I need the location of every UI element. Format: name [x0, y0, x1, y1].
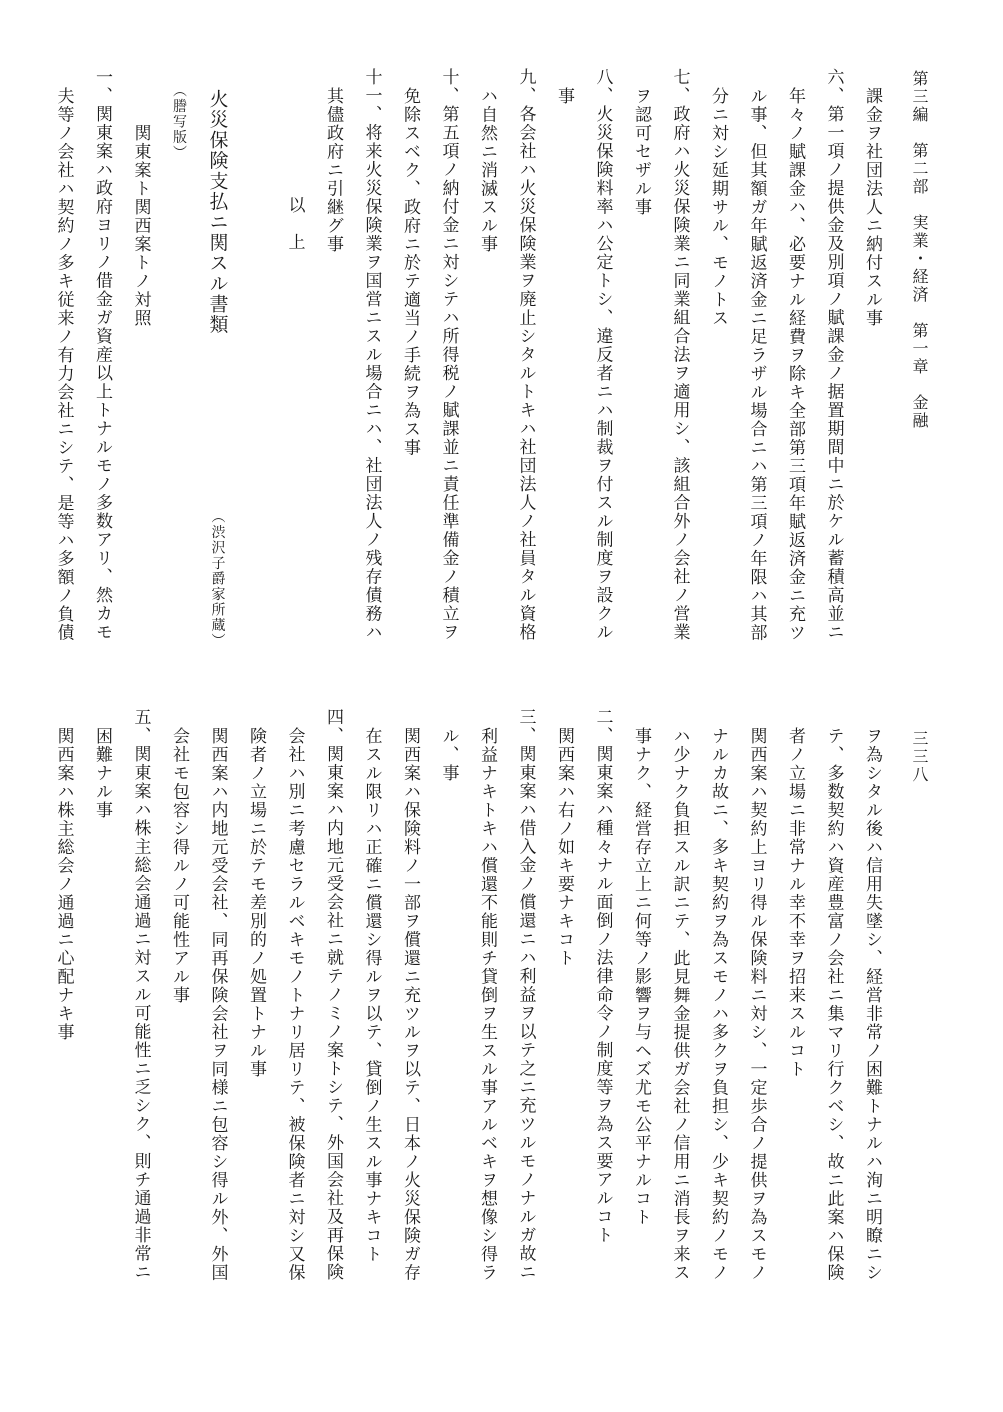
text-line: ル事、但其額ガ年賦返済金ニ足ラザル場合ニハ第三項ノ年限ハ其部 [746, 86, 767, 642]
text-line: 利益ナキトキハ償還不能則チ貸倒ヲ生スル事アルベキヲ想像シ得ラ [477, 726, 497, 1282]
section-heading: 火災保険支払ニ関スル書類 [206, 88, 229, 335]
bottom-text-block [44, 708, 891, 1358]
text-line: 会社モ包容シ得ルノ可能性アル事 [169, 726, 189, 1005]
text-line: 九、各会社ハ火災保険業ヲ廃止シタルトキハ社団法人ノ社員タル資格 [515, 68, 536, 642]
text-line: 一、関東案ハ政府ヨリノ借金ガ資産以上トナルモノ多数アリ、然カモ [92, 68, 112, 642]
text-line: 関西案ハ保険料ノ一部ヲ償還ニ充ツルヲ以テ、日本ノ火災保険ガ存 [400, 726, 420, 1282]
text-line: テ、多数契約ハ資産豊富ノ会社ニ集マリ行クベシ、故ニ此案ハ保険 [823, 726, 844, 1282]
text-line: 免除スベク、政府ニ於テ適当ノ手続ヲ為ス事 [400, 86, 420, 457]
text-line: 課金ヲ社団法人ニ納付スル事 [862, 86, 882, 328]
text-line: 八、火災保険料率ハ公定トシ、違反者ニハ制裁ヲ付スル制度ヲ設クル [592, 68, 613, 642]
text-line: 関西案ハ右ノ如キ要ナキコト [554, 726, 574, 968]
text-line: 六、第一項ノ提供金及別項ノ賦課金ノ据置期間中ニ於ケル蓄積高並ニ [823, 68, 844, 642]
text-line: 険者ノ立場ニ於テモ差別的ノ処置トナル事 [246, 726, 266, 1079]
page-header: 第三編 第二部 実業・経済 第一章 金融 [910, 70, 929, 430]
page-number: 三三八 [910, 730, 929, 784]
text-line: 関西案ハ株主総会ノ通過ニ心配ナキ事 [53, 726, 74, 1042]
text-line [198, 68, 237, 648]
top-text-block [44, 68, 891, 648]
text-line: ハ少ナク負担スル訳ニテ、此見舞金提供ガ会社ノ信用ニ消長ヲ来ス [669, 726, 690, 1282]
text-line: 困難ナル事 [92, 726, 112, 820]
text-line: 関西案ハ契約上ヨリ得ル保険料ニ対シ、一定歩合ノ提供ヲ為スモノ [746, 726, 767, 1282]
text-line: 事 [554, 86, 574, 106]
text-line: 十一、将来火災保険業ヲ国営ニスル場合ニハ、社団法人ノ残存債務ハ [361, 68, 382, 642]
text-line: 関西案ハ内地元受会社、同再保険会社ヲ同様ニ包容シ得ル外、外国 [207, 726, 228, 1282]
text-line: 五、関東案ハ株主総会通過ニ対スル可能性ニ乏シク、則チ通過非常ニ [130, 708, 151, 1282]
source-note: （渋沢子爵家所蔵） [209, 508, 226, 648]
text-line: 分ニ対シ延期サル、モノトス [708, 86, 728, 328]
text-line: ナルカ故ニ、多キ契約ヲ為スモノハ多クヲ負担シ、少キ契約ノモノ [708, 726, 728, 1282]
text-line: 会社ハ別ニ考慮セラルベキモノトナリ居リテ、被保険者ニ対シ又保 [284, 726, 305, 1282]
text-line: 七、政府ハ火災保険業ニ同業組合法ヲ適用シ、該組合外ノ会社ノ営業 [669, 68, 690, 642]
text-line: 年々ノ賦課金ハ、必要ナル経費ヲ除キ全部第三項年賦返済金ニ充ツ [785, 86, 805, 642]
text-line: ハ自然ニ消滅スル事 [477, 86, 497, 254]
text-line: 者ノ立場ニ非常ナル幸不幸ヲ招来スルコト [785, 726, 805, 1079]
text-line: （謄写版） [171, 83, 187, 161]
text-line: 関東案ト関西案トノ対照 [130, 124, 151, 328]
text-line [237, 68, 276, 648]
text-line: ル、事 [438, 726, 459, 783]
text-line: 三、関東案ハ借入金ノ償還ニハ利益ヲ以テ之ニ充ツルモノナルガ故ニ [515, 708, 536, 1282]
text-line: 夫等ノ会社ハ契約ノ多キ従来ノ有力会社ニシテ、是等ハ多額ノ負債 [53, 86, 74, 642]
text-line: 以 上 [284, 195, 305, 251]
text-line: 事ナク、経営存立上ニ何等ノ影響ヲ与ヘズ尤モ公平ナルコト [631, 726, 651, 1227]
text-line: 在スル限リハ正確ニ償還シ得ルヲ以テ、貸倒ノ生スル事ナキコト [361, 726, 382, 1264]
text-line: 二、関東案ハ種々ナル面倒ノ法律命令ノ制度等ヲ為ス要アルコト [592, 708, 613, 1245]
text-line: ヲ認可セザル事 [631, 86, 651, 217]
text-line: 四、関東案ハ内地元受会社ニ就テノミノ案トシテ、外国会社及再保険 [323, 708, 343, 1282]
text-line: 十、第五項ノ納付金ニ対シテハ所得税ノ賦課並ニ責任準備金ノ積立ヲ [438, 68, 459, 642]
text-line: ヲ為シタル後ハ信用失墜シ、経営非常ノ困難トナルハ洵ニ明瞭ニシ [862, 726, 882, 1282]
text-line: 其儘政府ニ引継グ事 [323, 86, 343, 254]
